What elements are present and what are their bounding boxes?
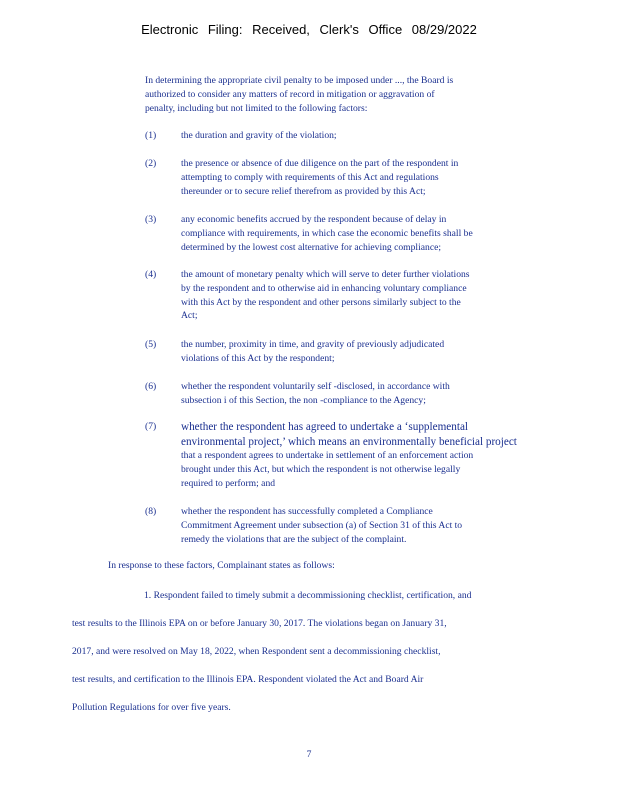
filing-stamp: Electronic Filing: Received, Clerk's Office 08/29/2022 [141, 22, 477, 37]
paragraph-line: 2017, and were resolved on May 18, 2022, when Respondent sent a decommissioning checklist, [72, 646, 441, 657]
paragraph-line: test results, and certification to the Illinois EPA. Respondent violated the Act and Board Air [72, 674, 424, 685]
factor-line: thereunder or to secure relief therefrom as provided by this Act; [181, 185, 426, 197]
factor-line: the amount of monetary penalty which will serve to deter further violations [181, 269, 470, 280]
intro-line: penalty, including but not limited to the following factors: [145, 102, 368, 114]
factor-line: brought under this Act, but which the respondent is not otherwise legally [181, 463, 461, 475]
factor-line: the number, proximity in time, and gravity of previously adjudicated [181, 339, 445, 350]
factor-line: any economic benefits accrued by the respondent because of delay in [181, 214, 447, 225]
factor-number: (8) [145, 506, 157, 517]
factor-number: (5) [145, 339, 157, 350]
paragraph-line: 1. Respondent failed to timely submit a decommissioning checklist, certification, and [144, 590, 472, 601]
response-intro: In response to these factors, Complainant states as follows: [108, 560, 335, 571]
factor-line: by the respondent and to otherwise aid in enhancing voluntary compliance [181, 282, 467, 294]
factor-number: (1) [145, 130, 157, 141]
page-number: 7 [306, 749, 312, 760]
factor-line: the duration and gravity of the violation; [181, 130, 337, 141]
factor-line: the presence or absence of due diligence on the part of the respondent in [181, 158, 459, 169]
factor-line: required to perform; and [181, 477, 276, 489]
factor-line: violations of this Act by the respondent; [181, 352, 335, 364]
intro-line: authorized to consider any matters of record in mitigation or aggravation of [145, 88, 435, 100]
factor-number: (2) [145, 158, 157, 169]
factor-line: with this Act by the respondent and other persons similarly subject to the [181, 296, 461, 308]
factor-line: Commitment Agreement under subsection (a) of Section 31 of this Act to [181, 519, 463, 531]
factor-line: remedy the violations that are the subject of the complaint. [181, 533, 407, 545]
factor-line: whether the respondent has successfully completed a Compliance [181, 506, 433, 517]
paragraph-line: Pollution Regulations for over five years. [72, 702, 231, 713]
factor-number: (4) [145, 269, 157, 280]
factor-line: attempting to comply with requirements of this Act and regulations [181, 171, 439, 183]
factor-line: environmental project,’ which means an environmentally beneficial project [181, 435, 517, 448]
intro-paragraph [145, 74, 510, 115]
factor-line: whether the respondent has agreed to undertake a ‘supplemental [181, 421, 469, 433]
paragraph-line: test results to the Illinois EPA on or before January 30, 2017. The violations began on January 31, [72, 618, 447, 629]
factor-line: subsection i of this Section, the non -compliance to the Agency; [181, 394, 426, 406]
factor-line: Act; [181, 310, 198, 322]
factor-line: that a respondent agrees to undertake in settlement of an enforcement action [181, 450, 474, 462]
factor-number: (7) [145, 421, 157, 432]
intro-line: In determining the appropriate civil penalty to be imposed under ..., the Board is [145, 75, 454, 86]
factor-line: whether the respondent voluntarily self -disclosed, in accordance with [181, 381, 450, 392]
factor-line: compliance with requirements, in which case the economic benefits shall be [181, 227, 473, 239]
factor-number: (3) [145, 214, 157, 225]
factor-number: (6) [145, 381, 157, 392]
factor-line: determined by the lowest cost alternative for achieving compliance; [181, 241, 442, 253]
